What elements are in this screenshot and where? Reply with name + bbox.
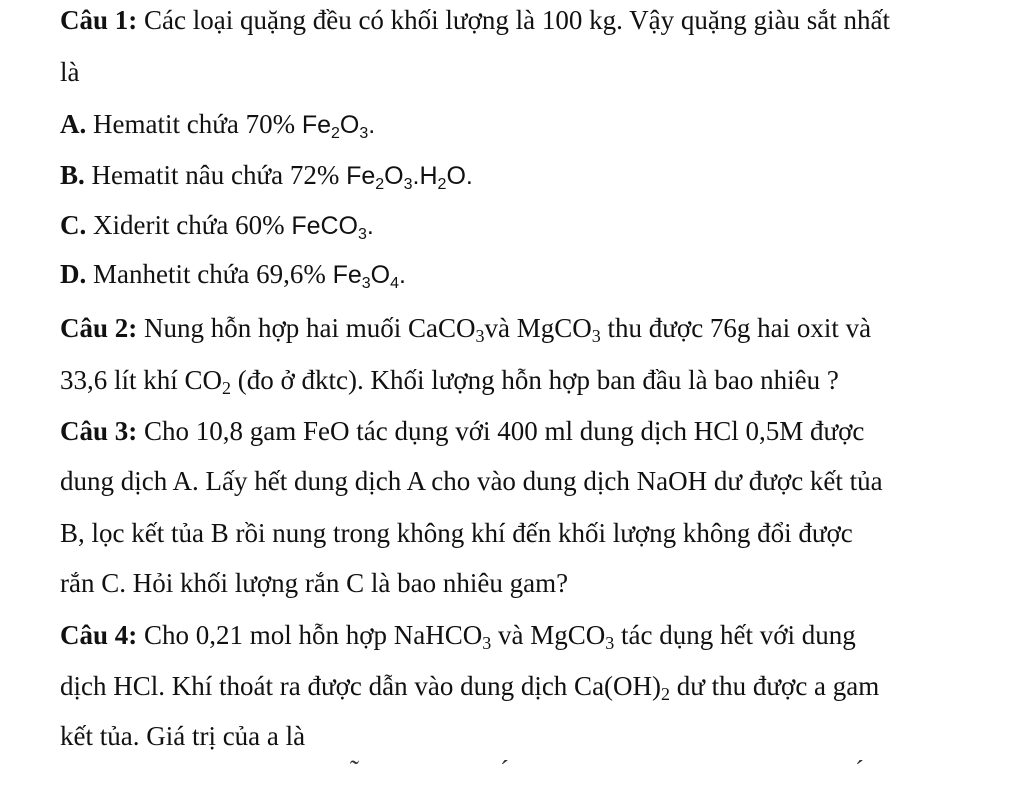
option-a-formula: $Fe_2O_3$.	[301, 111, 376, 142]
q3-line-4	[60, 565, 975, 601]
q4-text-c: tác dụng hết với dung	[621, 620, 856, 650]
option-d-label: D.	[60, 259, 87, 289]
q2-line-2	[60, 362, 975, 398]
option-c-text: Xiderit chứa 60%	[93, 210, 285, 240]
q3-text-3: B, lọc kết tủa B rồi nung trong không khí đến khối lượng không đổi được	[60, 518, 853, 548]
q4-text-a: Cho 0,21 mol hỗn hợp NaHCO	[144, 620, 483, 650]
q1-option-b	[60, 157, 975, 194]
q1-option-d	[60, 256, 975, 293]
q1-text: Các loại quặng đều có khối lượng là 100 kg. Vậy quặng giàu sắt nhất	[144, 5, 891, 35]
q4-sub-2: 3	[605, 633, 615, 653]
q3-text-4: rắn C. Hỏi khối lượng rắn C là bao nhiêu gam?	[60, 568, 569, 598]
q4-line-1	[60, 617, 975, 653]
q2-text-c: thu được 76g hai oxit và	[607, 313, 872, 343]
option-c-label: C.	[60, 210, 87, 240]
q1-line-1	[60, 2, 975, 38]
q4-text-d: dịch HCl. Khí thoát ra được dẫn vào dung dịch Ca(OH)	[60, 671, 662, 701]
q1-line-2	[60, 54, 975, 90]
q4-line-2	[60, 668, 975, 704]
option-d-formula: $Fe_3O_4$.	[332, 261, 406, 292]
q4-sub-3: 2	[661, 684, 671, 704]
q3-label: Câu 3:	[60, 416, 138, 446]
q3-text-2: dung dịch A. Lấy hết dung dịch A cho vào dung dịch NaOH dư được kết tủa	[60, 466, 883, 496]
q4-line-3	[60, 718, 975, 754]
clipped-accent-1: ´	[500, 755, 509, 785]
q4-label: Câu 4:	[60, 620, 138, 650]
q2-text-e: (đo ở đktc). Khối lượng hỗn hợp ban đầu là bao nhiêu ?	[237, 365, 839, 395]
q4-sub-1: 3	[482, 633, 492, 653]
q3-line-1	[60, 413, 975, 449]
q2-text-a: Nung hỗn hợp hai muối CaCO	[144, 313, 476, 343]
q1-text-cont: là	[60, 57, 80, 87]
option-a-text: Hematit chứa 70%	[93, 109, 296, 139]
option-b-text: Hematit nâu chứa 72%	[91, 160, 340, 190]
clipped-tilde: ˜	[350, 755, 359, 785]
clipped-accent-2: ´	[855, 755, 864, 785]
q1-option-a	[60, 106, 975, 143]
q2-text-d: 33,6 lít khí CO	[60, 365, 223, 395]
q2-sub-3: 2	[222, 378, 232, 398]
q2-sub-2: 3	[591, 326, 601, 346]
q2-line-1	[60, 310, 975, 346]
option-d-text: Manhetit chứa 69,6%	[93, 259, 326, 289]
q2-label: Câu 2:	[60, 313, 138, 343]
q1-label: Câu 1:	[60, 5, 138, 35]
q2-sub-1: 3	[475, 326, 485, 346]
q2-text-b: và MgCO	[484, 313, 592, 343]
q4-text-b: và MgCO	[498, 620, 606, 650]
option-b-label: B.	[60, 160, 85, 190]
q3-line-2	[60, 463, 975, 499]
clipped-next-line	[60, 755, 975, 785]
q3-line-3	[60, 515, 975, 551]
q3-text-1: Cho 10,8 gam FeO tác dụng với 400 ml dung dịch HCl 0,5M được	[144, 416, 865, 446]
q4-text-e: dư thu được a gam	[676, 671, 880, 701]
option-a-label: A.	[60, 109, 87, 139]
option-b-formula: $Fe_2O_3.H_2O$.	[346, 162, 473, 193]
option-c-formula: FeCO$_3$.	[291, 212, 374, 243]
q1-option-c	[60, 207, 975, 244]
q4-text-f: kết tủa. Giá trị của a là	[60, 721, 306, 751]
